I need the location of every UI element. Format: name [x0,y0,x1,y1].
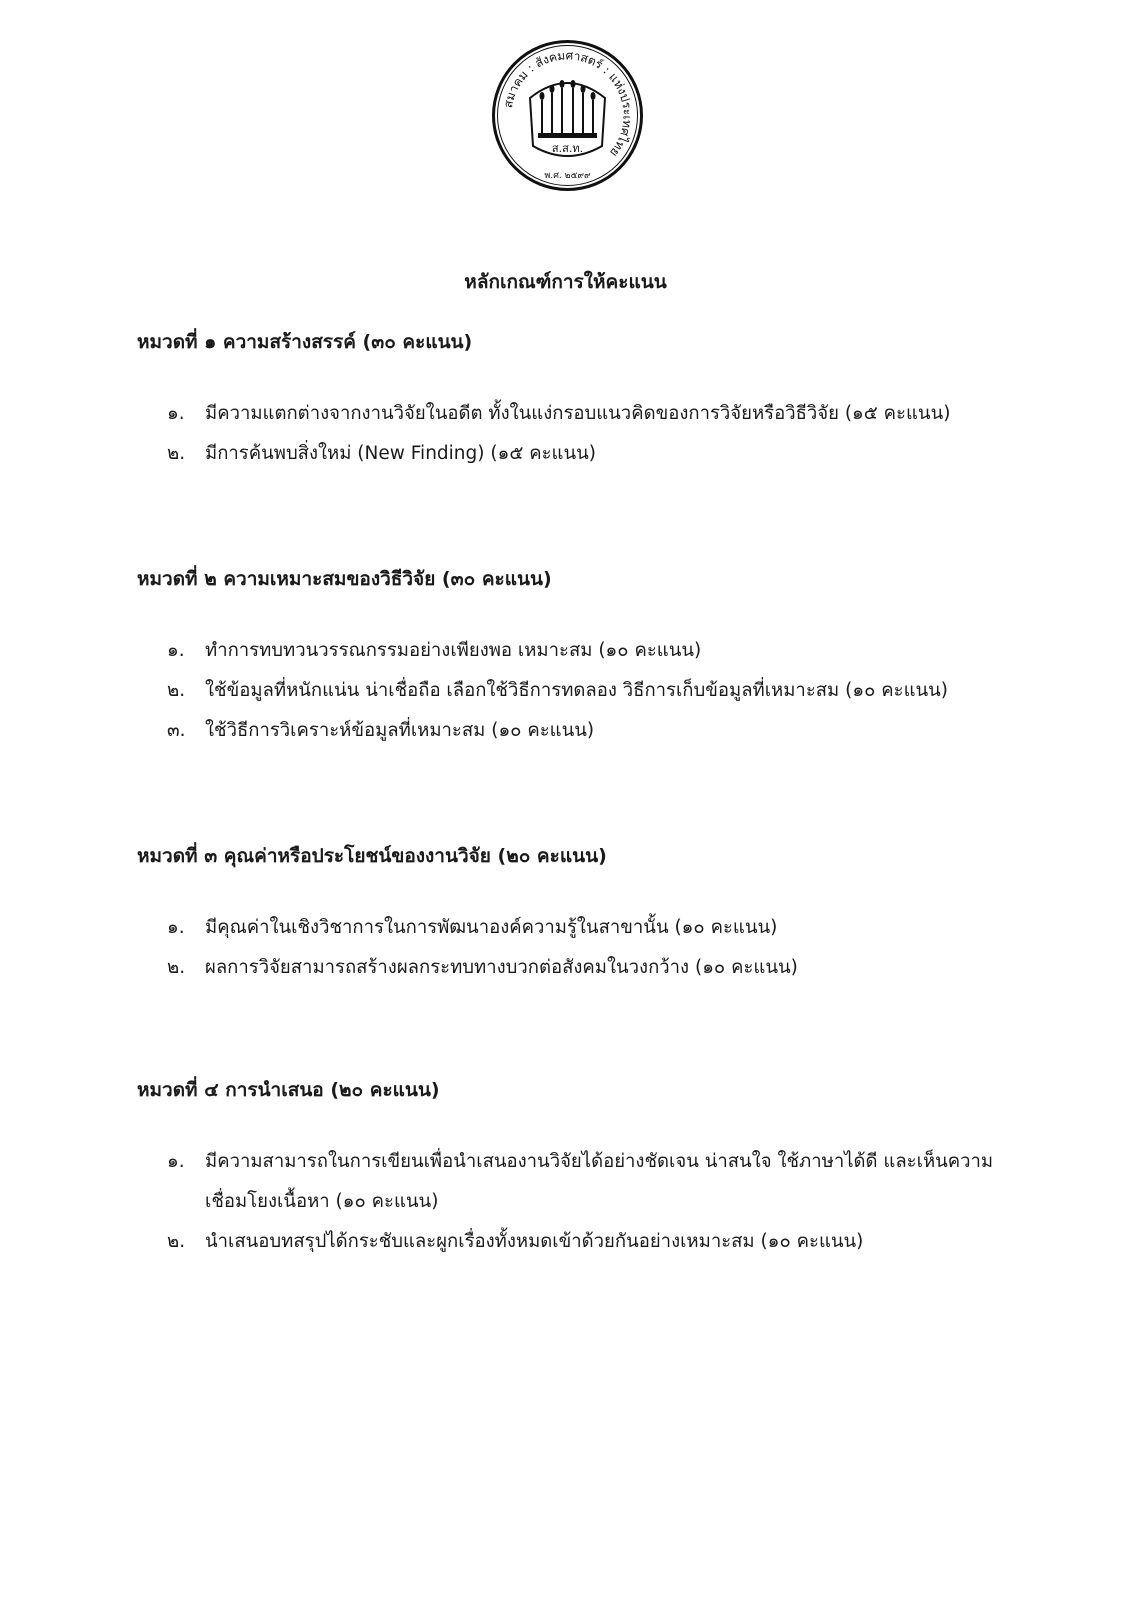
association-seal-logo [490,38,645,193]
item-text: มีความสามารถในการเขียนเพื่อนำเสนองานวิจัยได้อย่างชัดเจน น่าสนใจ ใช้ภาษาได้ดี และเห็นความเชื่อมโยงเนื้อหา (๑๐ คะแนน) [205,1151,994,1212]
list-item [137,908,1017,948]
section-heading: หมวดที่ ๒ ความเหมาะสมของวิธีวิจัย (๓๐ คะแนน) [137,568,552,590]
criteria-list [137,1142,1017,1262]
section-heading: หมวดที่ ๑ ความสร้างสรรค์ (๓๐ คะแนน) [137,331,473,353]
list-item [137,1142,1017,1222]
criteria-section-4 [137,1076,1017,1262]
criteria-list [137,631,1017,751]
item-text: มีการค้นพบสิ่งใหม่ (New Finding) (๑๕ คะแนน) [205,443,596,464]
list-item [137,671,1017,711]
criteria-section-3 [137,842,1017,988]
criteria-section-1 [137,328,1017,474]
item-number: ๒. [167,680,186,701]
seal-year-text: พ.ศ. ๒๕๙๙ [544,171,591,181]
item-text: นำเสนอบทสรุปได้กระชับและผูกเรื่องทั้งหมดเข้าด้วยกันอย่างเหมาะสม (๑๐ คะแนน) [205,1231,864,1252]
document-title: หลักเกณฑ์การให้คะแนน [464,271,667,293]
criteria-list [137,908,1017,988]
section-heading: หมวดที่ ๓ คุณค่าหรือประโยชน์ของงานวิจัย (๒๐ คะแนน) [137,845,607,867]
section-heading: หมวดที่ ๔ การนำเสนอ (๒๐ คะแนน) [137,1079,440,1101]
item-text: ใช้วิธีการวิเคราะห์ข้อมูลที่เหมาะสม (๑๐ คะแนน) [205,720,595,741]
item-number: ๒. [167,957,186,978]
list-item [137,434,1017,474]
item-number: ๑. [167,917,185,938]
item-text: มีความแตกต่างจากงานวิจัยในอดีต ทั้งในแง่กรอบแนวคิดของการวิจัยหรือวิธีวิจัย (๑๕ คะแนน) [205,403,951,424]
list-item [137,631,1017,671]
item-number: ๓. [167,720,186,741]
item-number: ๒. [167,443,186,464]
item-number: ๑. [167,1151,185,1172]
item-number: ๑. [167,640,185,661]
item-text: ใช้ข้อมูลที่หนักแน่น น่าเชื่อถือ เลือกใช้วิธีการทดลอง วิธีการเก็บข้อมูลที่เหมาะสม (๑๐ คะแนน) [205,680,949,701]
item-number: ๒. [167,1231,186,1252]
item-text: ผลการวิจัยสามารถสร้างผลกระทบทางบวกต่อสังคมในวงกว้าง (๑๐ คะแนน) [205,957,798,978]
item-text: ทำการทบทวนวรรณกรรมอย่างเพียงพอ เหมาะสม (๑๐ คะแนน) [205,640,702,661]
criteria-section-2 [137,565,1017,751]
list-item [137,711,1017,751]
list-item [137,1222,1017,1262]
seal-ring-text: สมาคม : สังคมศาสตร์ : แห่งประเทศไทย [501,48,635,160]
item-text: มีคุณค่าในเชิงวิชาการในการพัฒนาองค์ความรู้ในสาขานั้น (๑๐ คะแนน) [205,917,778,938]
list-item [137,948,1017,988]
item-number: ๑. [167,403,185,424]
criteria-list [137,394,1017,474]
list-item [137,394,1017,434]
seal-inner-label: ส.ส.ท. [551,142,584,155]
